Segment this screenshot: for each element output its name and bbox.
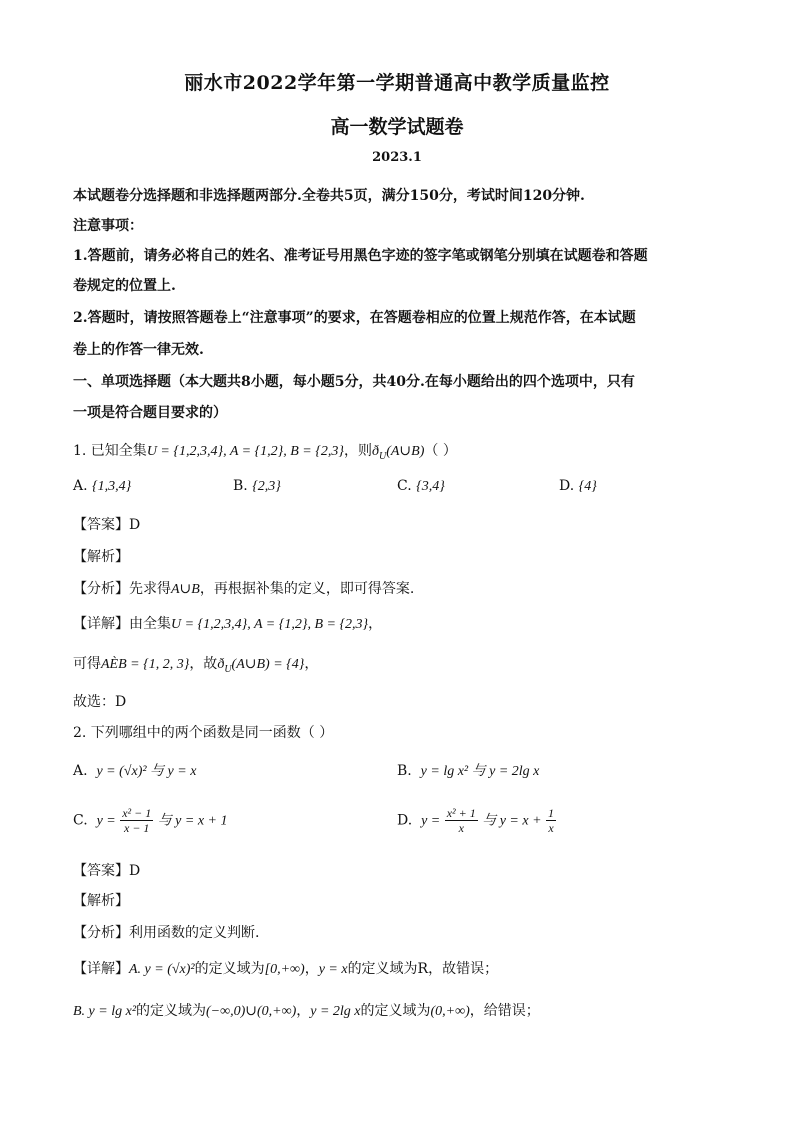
q1-line2-complement: ð (217, 657, 225, 672)
q2-option-b-label: B. (397, 763, 412, 779)
q2-fenxi (73, 922, 259, 942)
exam-title: 丽水市2022学年第一学期普通高中教学质量监控 (184, 72, 610, 94)
q2-detail-b-b: 的定义域为 (136, 1003, 207, 1019)
q1-option-d-text: {4} (578, 479, 597, 494)
q1-prefix: 1. 已知全集 (73, 443, 147, 459)
q2-option-d (397, 806, 556, 835)
q1-line2-end: ， (304, 656, 319, 672)
q2-fenxi-tag: 【分析】 (73, 925, 129, 941)
q2-option-c-post: 与 y = x + 1 (157, 813, 228, 829)
q1-math3: (A∪B) (386, 444, 425, 459)
q2-detail-a-c: ， (304, 961, 319, 977)
q1-line2-math: AÈB = {1, 2, 3} (101, 657, 190, 672)
q2-fenxi-text: 利用函数的定义判断. (129, 925, 260, 941)
q2-option-c-den: x − 1 (124, 821, 150, 835)
q2-option-d-pre: y = (421, 813, 441, 829)
q2-option-d-fraction (445, 806, 478, 835)
q2-detail-b-math: B. y = lg x² (73, 1004, 137, 1019)
q2-option-a-label: A. (73, 763, 88, 779)
q2-analysis-tag: 【解析】 (73, 893, 129, 909)
q2-answer-value: D (129, 863, 141, 879)
q1-fenxi-b: ，再根据补集的定义，即可得答案. (199, 581, 415, 597)
q2-option-a-text: y = (√x)² 与 y = x (96, 764, 197, 779)
q2-detail-a-d: 的定义域为R，故错误； (347, 961, 499, 977)
q2-detail-b-domain2: (0,+∞) (430, 1004, 470, 1019)
q2-option-c-num: x² − 1 (122, 806, 152, 820)
q1-answer-tag: 【答案】 (73, 517, 129, 533)
q2-option-c-fraction (120, 806, 153, 835)
q2-option-b-text: y = lg x² 与 y = 2lg x (420, 764, 540, 779)
q2-detail-b-d: 的定义域为 (360, 1003, 431, 1019)
q2-detail-a-math: A. y = (√x)² (129, 962, 195, 977)
q2-detail-a-domain: [0,+∞) (264, 962, 305, 977)
q1-detail-line2 (73, 653, 318, 675)
q2-option-c-pre: y = (96, 813, 116, 829)
note-2a: 2.答题时，请按照答题卷上“注意事项”的要求，在答题卷相应的位置上规范作答，在本试题 (73, 310, 636, 326)
notice-heading: 注意事项： (73, 218, 143, 234)
q1-detail-math: U = {1,2,3,4}, A = {1,2}, B = {2,3} (171, 617, 369, 632)
q1-option-a-label: A. (73, 478, 88, 494)
section-heading-a: 一、单项选择题（本大题共8小题，每小题5分，共40分.在每小题给出的四个选项中，只有 (73, 374, 635, 390)
note-1b: 卷规定的位置上. (73, 278, 176, 294)
q2-answer (73, 860, 140, 880)
q1-mid: ，则 (343, 443, 372, 459)
q2-detail-a-b: 的定义域为 (194, 961, 265, 977)
q1-fenxi (73, 578, 414, 598)
q2-detail-b-math2: y = 2lg x (310, 1004, 361, 1019)
q2-option-c (73, 806, 228, 835)
question-1-stem (73, 440, 457, 462)
q1-option-c-label: C. (397, 478, 412, 494)
q1-option-b-label: B. (233, 478, 248, 494)
q2-option-b (397, 760, 539, 780)
q2-option-d-num2: 1 (547, 806, 554, 820)
q1-answer (73, 514, 140, 534)
q1-option-a-text: {1,3,4} (92, 479, 132, 494)
q1-line2-a: 可得 (73, 656, 101, 672)
q1-option-d-label: D. (559, 478, 575, 494)
q2-option-d-den: x (458, 821, 464, 835)
exam-subtitle: 高一数学试题卷 (330, 116, 464, 138)
q2-detail-a-math2: y = x (318, 962, 348, 977)
section-heading-b: 一项是符合题目要求的） (73, 405, 227, 421)
q1-fenxi-tag: 【分析】 (73, 581, 129, 597)
q2-detail-b (73, 1000, 540, 1020)
q1-option-c (397, 478, 445, 495)
q1-detail (73, 613, 382, 633)
q1-answer-value: D (129, 517, 141, 533)
q2-option-d-num: x² + 1 (446, 806, 476, 820)
note-1a: 1.答题前，请务必将自己的姓名、准考证号用黑色字迹的签字笔或钢笔分别填在试题卷和答题 (73, 248, 648, 264)
q2-option-a (73, 760, 196, 780)
q2-option-d-den2: x (548, 821, 554, 835)
q1-complement: ð (371, 444, 379, 459)
exam-date: 2023.1 (372, 150, 422, 165)
q1-analysis-tag: 【解析】 (73, 549, 129, 565)
intro-line: 本试题卷分选择题和非选择题两部分.全卷共5页，满分150分，考试时间120分钟. (73, 188, 585, 204)
q1-detail-end: ， (368, 616, 383, 632)
q2-detail-a (73, 958, 498, 978)
q1-fenxi-math: A∪B (171, 582, 200, 597)
q1-option-d (559, 478, 597, 495)
note-2b: 卷上的作答一律无效. (73, 342, 204, 358)
q2-detail-b-e: ，给错误； (469, 1003, 540, 1019)
q1-option-a (73, 478, 131, 495)
q2-detail-b-domain: (−∞,0)∪(0,+∞) (206, 1004, 297, 1019)
q1-option-c-text: {3,4} (416, 479, 445, 494)
question-2-stem: 2. 下列哪组中的两个函数是同一函数（ ） (73, 725, 334, 741)
q2-option-d-fraction2 (546, 806, 556, 835)
q2-option-d-label: D. (397, 812, 413, 829)
q1-choose: 故选：D (73, 694, 127, 710)
q2-answer-tag: 【答案】 (73, 863, 129, 879)
q1-line2-math3: (A∪B) = {4} (231, 657, 305, 672)
q1-option-b-text: {2,3} (252, 479, 281, 494)
q1-fenxi-a: 先求得 (129, 581, 171, 597)
q2-detail-tag: 【详解】 (73, 961, 129, 977)
q1-paren: （ ） (424, 443, 457, 459)
q1-math: U = {1,2,3,4}, A = {1,2}, B = {2,3} (146, 444, 344, 459)
q1-line2-b: ，故 (189, 656, 218, 672)
q1-detail-a: 由全集 (129, 616, 171, 632)
q1-detail-tag: 【详解】 (73, 616, 129, 632)
q2-option-c-label: C. (73, 812, 88, 829)
q2-detail-b-c: ， (296, 1003, 311, 1019)
q1-sub: U (378, 450, 387, 462)
q1-line2-sub: U (224, 663, 232, 675)
q1-option-b (233, 478, 281, 495)
q2-option-d-mid: 与 y = x + (482, 813, 542, 829)
